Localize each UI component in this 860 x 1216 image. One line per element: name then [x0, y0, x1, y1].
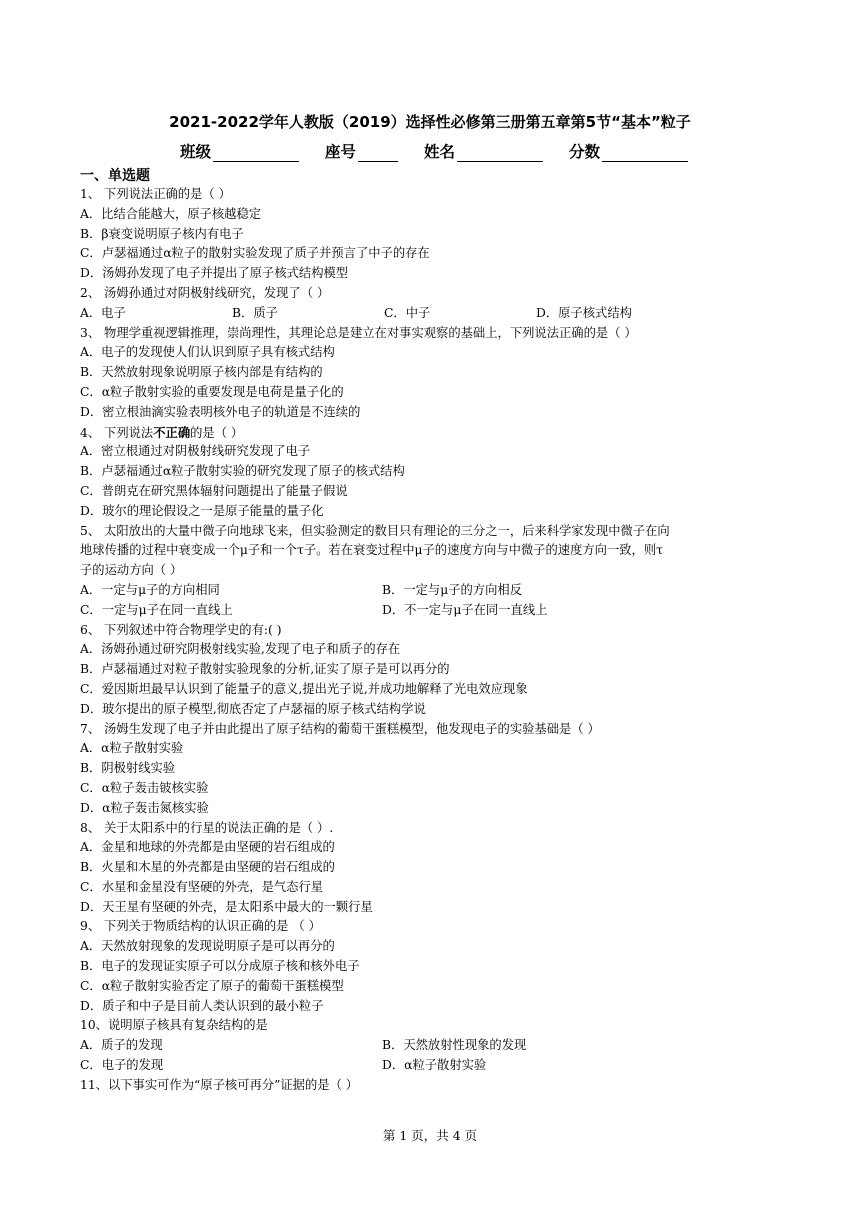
- question-5-options-row-1: [80, 581, 810, 601]
- question-6-stem: 6、 下列叙述中符合物理学史的有:( ): [80, 622, 282, 637]
- question-2-option-c: C．中子: [384, 305, 431, 320]
- student-info-row: [180, 140, 720, 162]
- section-title: 一、单选题: [80, 168, 150, 184]
- question-11-stem: 11、以下事实可作为“原子核可再分”证据的是（ ）: [80, 1077, 359, 1092]
- question-9-option-c: C．α粒子散射实验否定了原子的葡萄干蛋糕模型: [80, 978, 344, 993]
- question-2-option-b: B．质子: [232, 305, 278, 320]
- question-3-option-b: B．天然放射现象说明原子核内部是有结构的: [80, 365, 323, 380]
- question-4-option-b: B．卢瑟福通过α粒子散射实验的研究发现了原子的核式结构: [80, 464, 405, 479]
- seat-label: 座号: [325, 143, 357, 161]
- page-title: 2021-2022学年人教版（2019）选择性必修第三册第五章第5节“基本”粒子: [169, 113, 691, 131]
- question-5-option-a: A．一定与μ子的方向相同: [80, 582, 220, 597]
- question-2-option-d: D．原子核式结构: [536, 305, 632, 320]
- question-10-options-row-2: [80, 1056, 810, 1076]
- question-4-option-a: A．密立根通过对阴极射线研究发现了电子: [80, 444, 311, 459]
- question-1-option-d: D．汤姆孙发现了电子并提出了原子核式结构模型: [80, 266, 349, 281]
- question-9-option-d: D．质子和中子是目前人类认识到的最小粒子: [80, 998, 324, 1013]
- question-3-option-a: A．电子的发现使人们认识到原子具有核式结构: [80, 345, 335, 360]
- question-10-option-b: B．天然放射性现象的发现: [382, 1038, 527, 1053]
- class-blank[interactable]: [213, 145, 299, 162]
- question-8-option-b: B．火星和木星的外壳都是由坚硬的岩石组成的: [80, 860, 335, 875]
- question-9-stem: 9、 下列关于物质结构的认识正确的是 （ ）: [80, 919, 321, 934]
- page-footer: 第 1 页，共 4 页: [382, 1128, 478, 1143]
- question-3-option-c: C．α粒子散射实验的重要发现是电荷是量子化的: [80, 384, 344, 399]
- question-7-option-a: A．α粒子散射实验: [80, 741, 184, 756]
- question-5-stem-line-3: 子的运动方向（ ）: [80, 563, 183, 578]
- question-1-option-a: A．比结合能越大，原子核越稳定: [80, 206, 262, 221]
- name-blank[interactable]: [457, 145, 543, 162]
- question-6-option-d: D．玻尔提出的原子模型,彻底否定了卢瑟福的原子核式结构学说: [80, 701, 426, 716]
- question-10-stem: 10、说明原子核具有复杂结构的是: [80, 1018, 268, 1033]
- question-10-option-c: C．电子的发现: [80, 1058, 164, 1073]
- question-1-stem: 1、 下列说法正确的是（ ）: [80, 187, 231, 201]
- question-8-option-d: D．天王星有坚硬的外壳，是太阳系中最大的一颗行星: [80, 899, 373, 914]
- question-10-options-row-1: [80, 1036, 810, 1056]
- seat-field: [325, 140, 398, 162]
- question-5-options-row-2: [80, 601, 810, 621]
- name-field: [424, 140, 543, 162]
- name-label: 姓名: [424, 143, 456, 161]
- score-field: [569, 140, 688, 162]
- question-10-option-a: A．质子的发现: [80, 1038, 163, 1053]
- question-6-option-c: C．爱因斯坦最早认识到了能量子的意义,提出光子说,并成功地解释了光电效应现象: [80, 681, 528, 696]
- question-4-option-d: D．玻尔的理论假设之一是原子能量的量子化: [80, 503, 324, 518]
- question-4-stem-pre: 4、 下列说法: [80, 425, 154, 440]
- question-6-option-b: B．卢瑟福通过对粒子散射实验现象的分析,证实了原子是可以再分的: [80, 662, 450, 677]
- question-4-stem: [80, 423, 810, 443]
- seat-blank[interactable]: [358, 145, 398, 162]
- question-7-option-c: C．α粒子轰击铍核实验: [80, 780, 209, 795]
- question-2-options: [80, 304, 810, 324]
- score-label: 分数: [569, 143, 601, 161]
- question-1-option-c: C．卢瑟福通过α粒子的散射实验发现了质子并预言了中子的存在: [80, 246, 430, 261]
- question-8-option-c: C．水星和金星没有坚硬的外壳，是气态行星: [80, 879, 324, 894]
- question-7-option-b: B．阴极射线实验: [80, 761, 176, 776]
- question-5-option-b: B．一定与μ子的方向相反: [382, 582, 522, 597]
- question-5-stem-line-1: 5、 太阳放出的大量中微子向地球飞来，但实验测定的数目只有理论的三分之一，后来科学家发现中微子在向: [80, 523, 670, 538]
- question-list: [80, 185, 810, 1096]
- question-4-stem-emphasis: 不正确: [153, 424, 191, 440]
- question-6-option-a: A．汤姆孙通过研究阴极射线实验,发现了电子和质子的存在: [80, 642, 401, 657]
- question-1-option-b: B．β衰变说明原子核内有电子: [80, 226, 244, 241]
- question-3-stem: 3、 物理学重视逻辑推理，崇尚理性，其理论总是建立在对事实观察的基础上，下列说法正确的是（ ）: [80, 325, 637, 340]
- question-2-stem: 2、 汤姆孙通过对阴极射线研究，发现了（ ）: [80, 285, 330, 300]
- question-5-stem-line-2: 地球传播的过程中衰变成一个μ子和一个τ子。若在衰变过程中μ子的速度方向与中微子的速度方向一致，则τ: [80, 543, 663, 558]
- class-field: [180, 140, 299, 162]
- question-5-option-d: D．不一定与μ子在同一直线上: [382, 602, 548, 617]
- score-blank[interactable]: [602, 145, 688, 162]
- question-4-option-c: C．普朗克在研究黑体辐射问题提出了能量子假说: [80, 483, 348, 498]
- question-2-option-a: A．电子: [80, 305, 126, 320]
- question-3-option-d: D．密立根油滴实验表明核外电子的轨道是不连续的: [80, 404, 361, 419]
- question-9-option-b: B．电子的发现证实原子可以分成原子核和核外电子: [80, 959, 360, 974]
- question-7-stem: 7、 汤姆生发现了电子并由此提出了原子结构的葡萄干蛋糕模型，他发现电子的实验基础是（ ）: [80, 721, 600, 736]
- question-8-option-a: A．金星和地球的外壳都是由坚硬的岩石组成的: [80, 840, 335, 855]
- question-9-option-a: A．天然放射现象的发现说明原子是可以再分的: [80, 939, 335, 954]
- question-10-option-d: D．α粒子散射实验: [382, 1058, 487, 1073]
- question-5-option-c: C．一定与μ子在同一直线上: [80, 602, 233, 617]
- question-7-option-d: D．α粒子轰击氮核实验: [80, 800, 209, 815]
- class-label: 班级: [180, 143, 212, 161]
- question-4-stem-post: 的是（ ）: [190, 425, 244, 440]
- question-8-stem: 8、 关于太阳系中的行星的说法正确的是（ ）.: [80, 820, 334, 835]
